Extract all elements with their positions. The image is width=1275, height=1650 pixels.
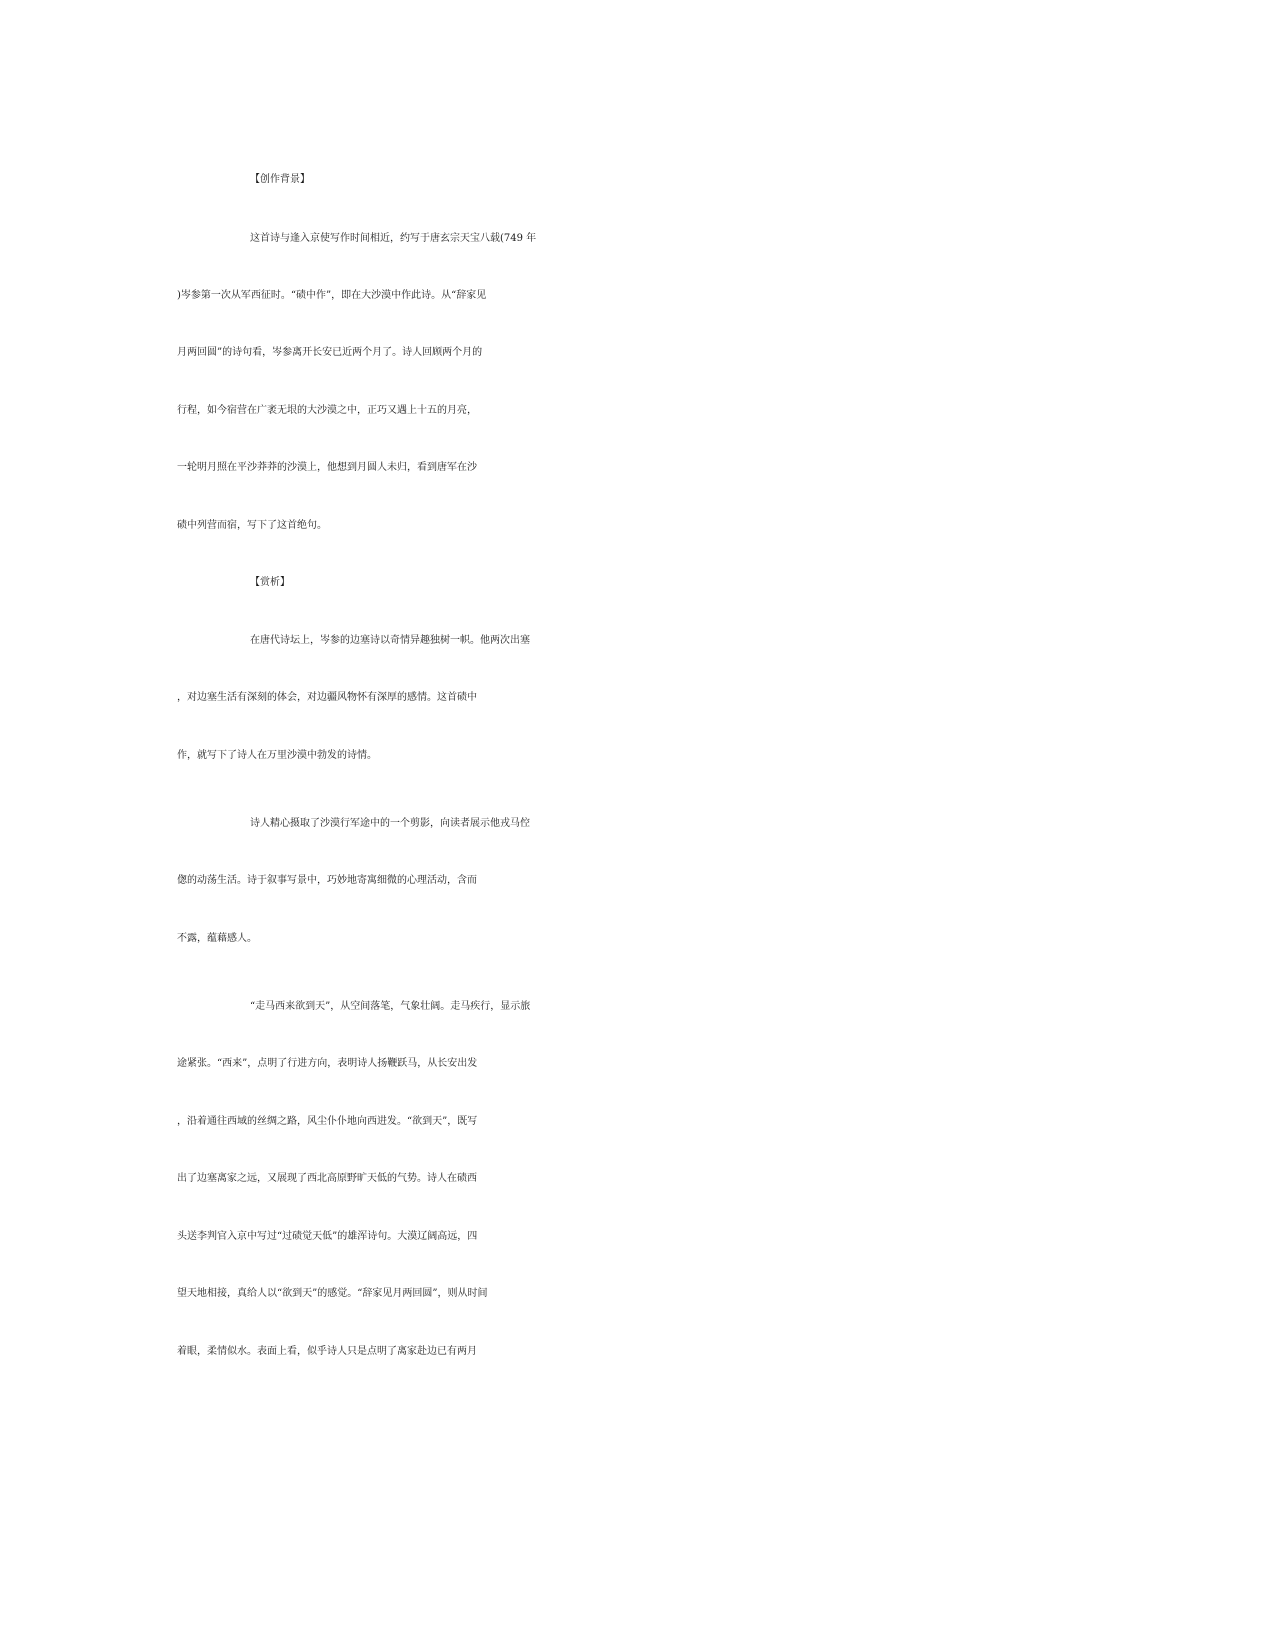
text-line: 碛中列营而宿，写下了这首绝句。 (177, 520, 327, 531)
text-line: ，对边塞生活有深刻的体会，对边疆风物怀有深厚的感情。这首碛中 (177, 692, 477, 703)
text-line: 在唐代诗坛上，岑参的边塞诗以奇情异趣独树一帜。他两次出塞 (250, 635, 530, 646)
text-line: )岑参第一次从军西征时。“碛中作”，即在大沙漠中作此诗。从“辞家见 (177, 290, 487, 301)
section-heading-background: 【创作背景】 (250, 174, 310, 185)
text-line: 望天地相接，真给人以“欲到天”的感觉。“辞家见月两回圆”，则从时间 (177, 1288, 488, 1299)
text-line: 途紧张。“西来”，点明了行进方向，表明诗人扬鞭跃马，从长安出发 (177, 1058, 478, 1069)
text-line: 月两回圆”的诗句看，岑参离开长安已近两个月了。诗人回顾两个月的 (177, 347, 483, 358)
text-line: 头送李判官入京中写过“过碛觉天低”的雄浑诗句。大漠辽阔高远，四 (177, 1231, 478, 1242)
text-line: 着眼，柔情似水。表面上看，似乎诗人只是点明了离家赴边已有两月 (177, 1346, 477, 1357)
section-heading-analysis: 【赏析】 (250, 577, 290, 588)
text-line: 一轮明月照在平沙莽莽的沙漠上，他想到月圆人未归，看到唐军在沙 (177, 462, 477, 473)
text-line: “走马西来欲到天”，从空间落笔，气象壮阔。走马疾行，显示旅 (250, 1001, 531, 1012)
text-line: 出了边塞离家之远，又展现了西北高原野旷天低的气势。诗人在碛西 (177, 1173, 477, 1184)
text-line: 诗人精心摄取了沙漠行军途中的一个剪影，向读者展示他戎马倥 (250, 818, 530, 829)
text-line: ，沿着通往西域的丝绸之路，风尘仆仆地向西进发。“欲到天”，既写 (177, 1116, 478, 1127)
text-line: 作，就写下了诗人在万里沙漠中勃发的诗情。 (177, 750, 377, 761)
text-line: 不露，蕴藉感人。 (177, 933, 257, 944)
text-line: 这首诗与逢入京使写作时间相近，约写于唐玄宗天宝八载(749 年 (250, 233, 537, 244)
text-line: 偬的动荡生活。诗于叙事写景中，巧妙地寄寓细微的心理活动，含而 (177, 875, 477, 886)
text-line: 行程，如今宿营在广袤无垠的大沙漠之中，正巧又遇上十五的月亮， (177, 405, 477, 416)
